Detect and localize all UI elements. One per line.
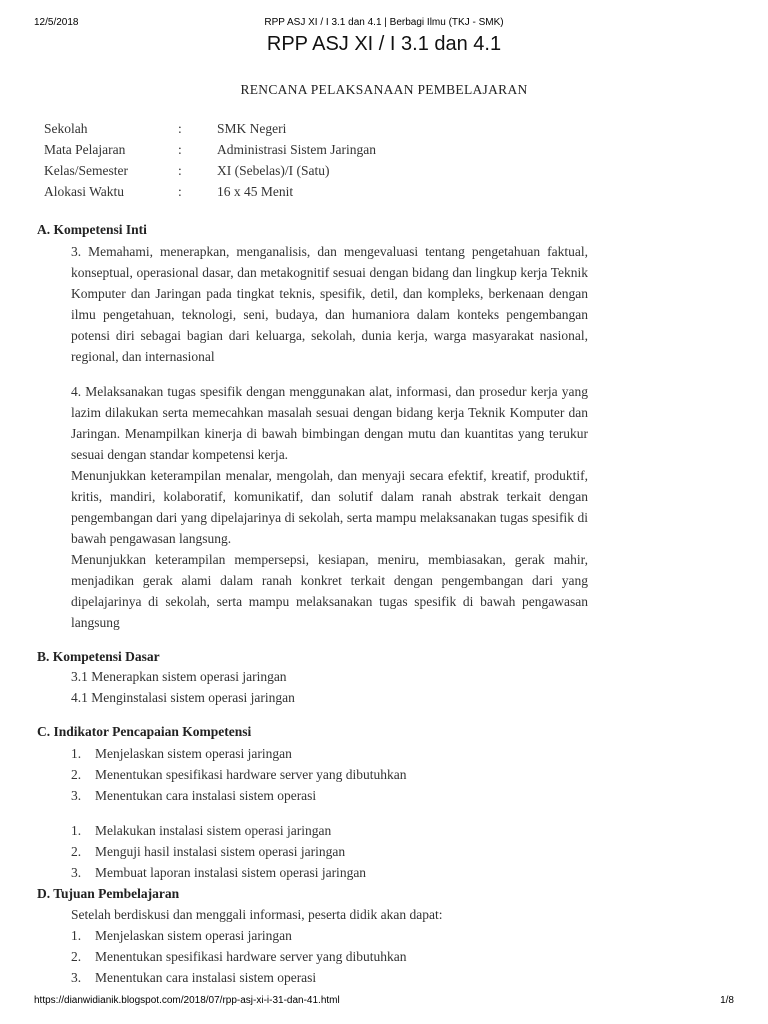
info-colon: : xyxy=(178,184,182,199)
print-page-title: RPP ASJ XI / I 3.1 dan 4.1 | Berbagi Ilmu (TKJ - SMK) xyxy=(264,17,504,28)
kd-item: 3.1 Menerapkan sistem operasi jaringan xyxy=(71,669,287,684)
list-number: 1. xyxy=(71,746,82,761)
section-d-heading: D. Tujuan Pembelajaran xyxy=(37,886,180,901)
section-c-heading: C. Indikator Pencapaian Kompetensi xyxy=(37,724,252,739)
list-item: Membuat laporan instalasi sistem operasi jaringan xyxy=(95,865,367,880)
ki4-motor-paragraph: Menunjukkan keterampilan mempersepsi, kesiapan, meniru, membiasakan, gerak mahir, menjadikan gerak alami dalam ranah konkret terkait dengan pengembangan dari yang dipelajarinya di sekolah, serta mampu melaksanakan tugas spesifik di bawah pengawasan langsung xyxy=(71,552,588,630)
page-number: 1/8 xyxy=(720,995,734,1006)
info-colon: : xyxy=(178,121,182,136)
list-number: 2. xyxy=(71,844,82,859)
list-item: Menjelaskan sistem operasi jaringan xyxy=(95,928,292,943)
info-value: Administrasi Sistem Jaringan xyxy=(217,142,376,157)
list-number: 1. xyxy=(71,823,82,838)
list-item: Menentukan cara instalasi sistem operasi xyxy=(95,788,317,803)
info-label: Alokasi Waktu xyxy=(44,184,125,199)
list-item: Menguji hasil instalasi sistem operasi jaringan xyxy=(95,844,346,859)
list-number: 1. xyxy=(71,928,82,943)
print-url: https://dianwidianik.blogspot.com/2018/07/rpp-asj-xi-i-31-dan-41.html xyxy=(34,995,340,1006)
ki4-paragraph: 4. Melaksanakan tugas spesifik dengan menggunakan alat, informasi, dan prosedur kerja yang lazim dilakukan serta memecahkan masalah sesuai dengan bidang kerja Teknik Komputer dan Jaringan. Menampilkan kinerja di bawah bimbingan dengan mutu dan kuantitas yang terukur sesuai dengan standar kompetensi kerja. xyxy=(71,384,588,462)
list-number: 3. xyxy=(71,788,82,803)
section-b-heading: B. Kompetensi Dasar xyxy=(37,649,160,664)
info-value: SMK Negeri xyxy=(217,121,287,136)
list-number: 2. xyxy=(71,767,82,782)
info-value: XI (Sebelas)/I (Satu) xyxy=(217,163,330,178)
info-colon: : xyxy=(178,163,182,178)
list-number: 3. xyxy=(71,970,82,985)
list-number: 2. xyxy=(71,949,82,964)
section-d-intro: Setelah berdiskusi dan menggali informasi, peserta didik akan dapat: xyxy=(71,907,443,922)
list-item: Menentukan cara instalasi sistem operasi xyxy=(95,970,317,985)
info-value: 16 x 45 Menit xyxy=(217,184,294,199)
list-item: Melakukan instalasi sistem operasi jaringan xyxy=(95,823,332,838)
list-item: Menjelaskan sistem operasi jaringan xyxy=(95,746,292,761)
list-item: Menentukan spesifikasi hardware server yang dibutuhkan xyxy=(95,949,407,964)
print-date: 12/5/2018 xyxy=(34,17,79,28)
list-number: 3. xyxy=(71,865,82,880)
document-title: RPP ASJ XI / I 3.1 dan 4.1 xyxy=(266,33,502,55)
list-item: Menentukan spesifikasi hardware server yang dibutuhkan xyxy=(95,767,407,782)
kd-item: 4.1 Menginstalasi sistem operasi jaringan xyxy=(71,690,295,705)
info-label: Sekolah xyxy=(44,121,88,136)
section-a-heading: A. Kompetensi Inti xyxy=(37,222,147,237)
ki4-skills-paragraph: Menunjukkan keterampilan menalar, mengolah, dan menyaji secara efektif, kreatif, produktif, kritis, mandiri, kolaboratif, komunikatif, dan solutif dalam ranah abstrak terkait dengan pengembangan dari yang dipelajarinya di sekolah, serta mampu melaksanakan tugas spesifik di bawah pengawasan langsung. xyxy=(71,468,588,546)
plan-heading: RENCANA PELAKSANAAN PEMBELAJARAN xyxy=(240,82,528,97)
info-label: Kelas/Semester xyxy=(44,163,128,178)
info-colon: : xyxy=(178,142,182,157)
info-label: Mata Pelajaran xyxy=(44,142,126,157)
ki3-paragraph: 3. Memahami, menerapkan, menganalisis, dan mengevaluasi tentang pengetahuan faktual, konseptual, operasional dasar, dan metakognitif sesuai dengan bidang dan lingkup kerja Teknik Komputer dan Jaringan pada tingkat teknis, spesifik, detil, dan kompleks, berkenaan dengan ilmu pengetahuan, teknologi, seni, budaya, dan humaniora dalam konteks pengembangan potensi diri sebagai bagian dari keluarga, sekolah, dunia kerja, warga masyarakat nasional, regional, dan internasional xyxy=(71,244,588,364)
